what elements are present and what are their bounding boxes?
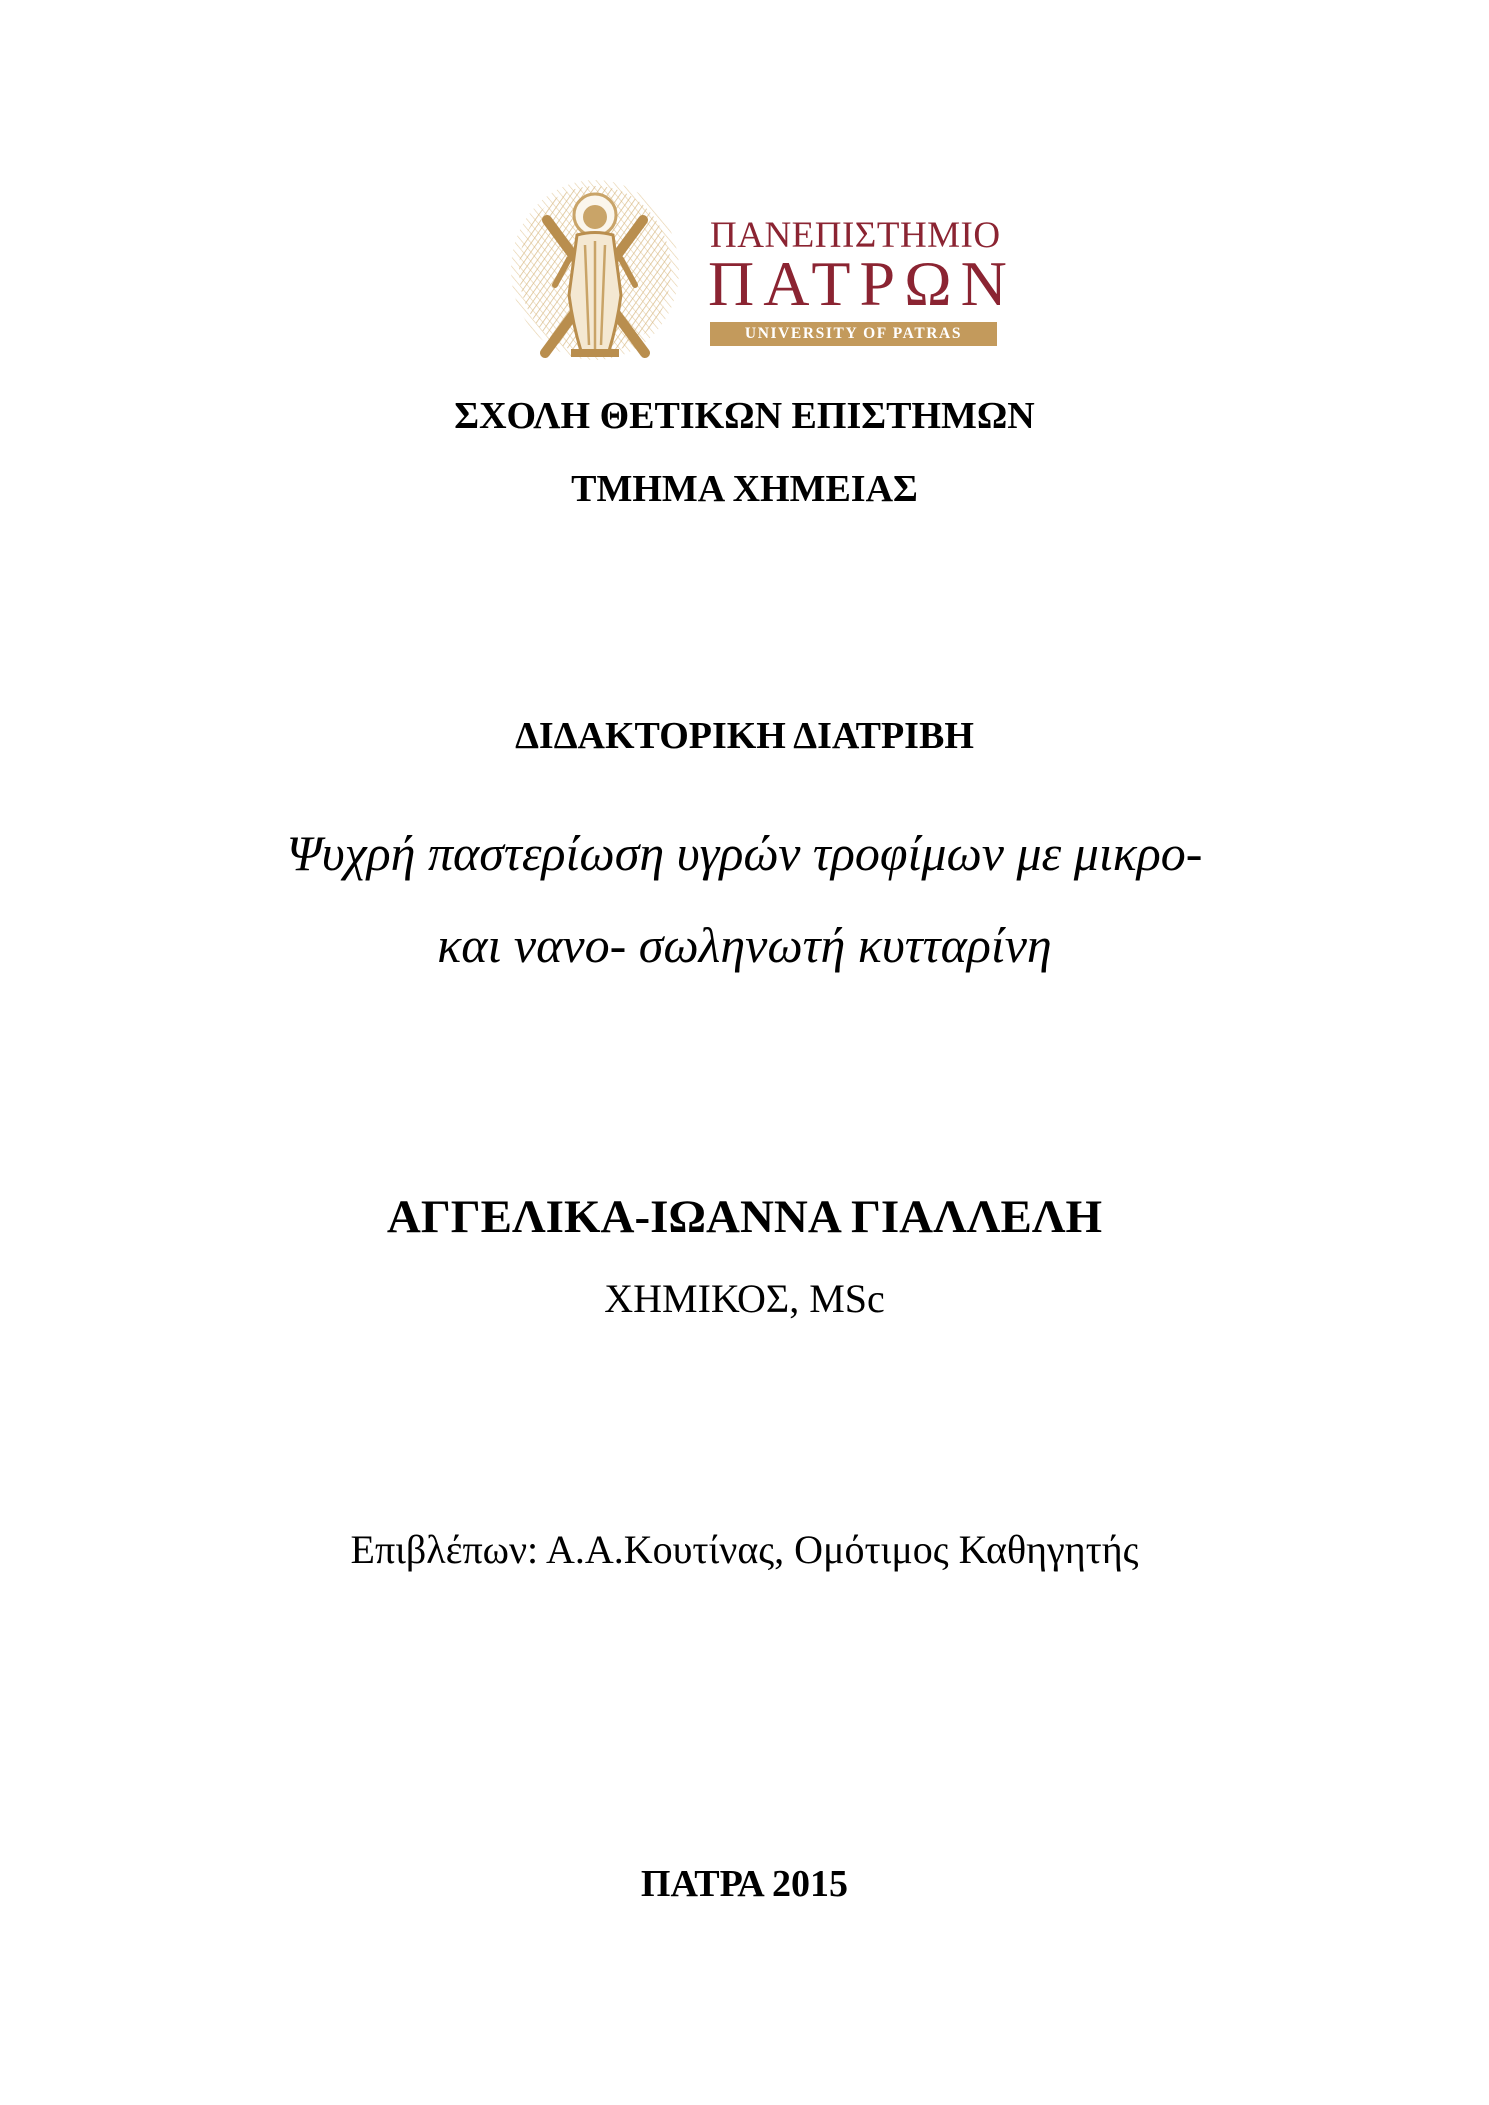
document-type: ΔΙΔΑΚΤΟΡΙΚΗ ΔΙΑΤΡΙΒΗ bbox=[515, 715, 974, 757]
school-heading: ΣΧΟΛΗ ΘΕΤΙΚΩΝ ΕΠΙΣΤΗΜΩΝ bbox=[454, 395, 1035, 437]
logo-university-greek: ΠΑΝΕΠΙΣΤΗΜΙΟ bbox=[710, 215, 1001, 256]
logo-city-greek: ΠΑΤΡΩΝ bbox=[708, 248, 1016, 319]
university-logo bbox=[505, 175, 1016, 365]
saint-andrew-emblem-icon bbox=[505, 175, 685, 365]
department-heading: ΤΜΗΜΑ ΧΗΜΕΙΑΣ bbox=[571, 468, 918, 510]
place-year: ΠΑΤΡΑ 2015 bbox=[640, 1863, 849, 1905]
author-title: ΧΗΜΙΚΟΣ, MSc bbox=[604, 1276, 885, 1321]
supervisor-line: Επιβλέπων: Α.Α.Κουτίνας, Ομότιμος Καθηγητής bbox=[350, 1527, 1139, 1572]
author-name: ΑΓΓΕΛΙΚΑ-ΙΩΑΝΝΑ ΓΙΑΛΛΕΛΗ bbox=[386, 1191, 1103, 1243]
thesis-title-line-1: Ψυχρή παστερίωση υγρών τροφίμων με μικρο- bbox=[286, 825, 1203, 881]
thesis-title-line-2: και νανο- σωληνωτή κυτταρίνη bbox=[437, 917, 1052, 973]
logo-university-english: UNIVERSITY OF PATRAS bbox=[710, 322, 997, 346]
